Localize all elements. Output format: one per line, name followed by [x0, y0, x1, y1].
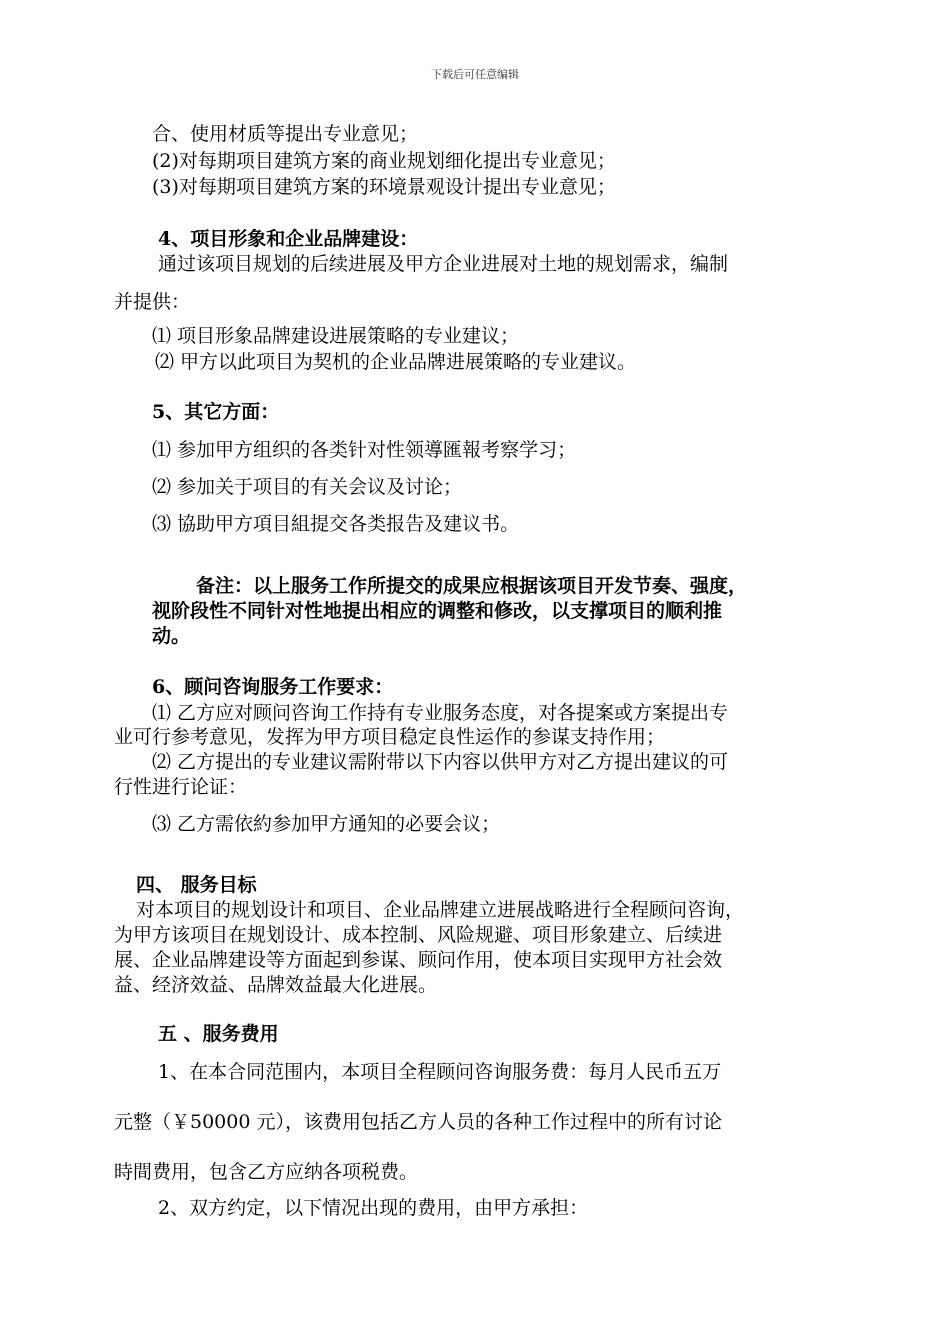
section4-item-1: ⑴ 项目形象品牌建设进展策略的专业建议； — [152, 325, 520, 347]
section4-heading: 4、项目形象和企业品牌建设： — [158, 228, 419, 250]
section5-item-3 — [152, 512, 519, 536]
section6-item-3c: 参加甲方通知的 — [272, 813, 406, 835]
prev-item-2: (2)对每期项目建筑方案的商业规划细化提出专业意见； — [152, 150, 616, 172]
section6-item-3 — [152, 812, 500, 836]
section6-item-3d: 必要 — [405, 813, 444, 835]
section6-item-1-line-1: ⑴ 乙方应对顾问咨询工作持有专业服务态度，对各提案或方案提出专 — [152, 702, 729, 724]
remark-line-2: 视阶段性不同针对性地提出相应的调整和修改，以支撑项目的顺利推 — [152, 600, 723, 622]
section5-item-3a: ⑶ — [152, 513, 178, 535]
section5-item-1b: 领導匯報考察 — [405, 439, 520, 461]
goal-line-3: 展、企业品牌建设等方面起到参谋、顾问作用，使本项目实现甲方社会效 — [114, 949, 723, 971]
prev-line-1: 合、使用材质等提出专业意见； — [152, 123, 419, 145]
section6-item-3b: 依約 — [234, 813, 273, 835]
section5-item-1c: 学习； — [519, 439, 577, 461]
goal-line-2: 为甲方该项目在规划设计、成本控制、风险规避、项目形象建立、后续进 — [114, 924, 723, 946]
section5-heading: 5、其它方面： — [152, 401, 280, 423]
section5-item-3c: 提交各类报告及建议书。 — [310, 513, 520, 535]
section5-item-2: ⑵ 参加关于项目的有关会议及讨论； — [152, 476, 463, 498]
goal-line-1: 对本项目的规划设计和项目、企业品牌建立进展战略进行全程顾问咨询， — [136, 899, 745, 921]
section5-item-1 — [152, 438, 576, 462]
section6-item-3a: ⑶ 乙方需 — [152, 813, 235, 835]
section6-item-2-line-2: 行性进行论证： — [114, 776, 248, 798]
section4-intro-1: 通过该项目规划的后续进展及甲方企业进展对土地的规划需求，编制 — [158, 253, 729, 275]
fee-p1-e: 万 — [702, 1061, 722, 1083]
fee-para-2: 2、双方约定，以下情况出现的费用，由甲方承担： — [158, 1197, 589, 1219]
section5-item-3b: 協助甲方項目組 — [177, 513, 311, 535]
fee-p1-a: 1、在本合同范围内，本项目全程顾问咨询服务费： — [158, 1061, 589, 1083]
section6-item-1-line-2: 业可行参考意见，发挥为甲方项目稳定良性运作的参谋支持作用； — [114, 726, 666, 748]
fee-para-1-line-1 — [158, 1060, 721, 1084]
goal-heading: 四、 服务目标 — [136, 874, 257, 896]
fee-p1-l2a: 元整（￥50000 元），该费用包括乙方人员的各种工作过程中 — [114, 1111, 627, 1133]
fee-para-1-line-3 — [114, 1160, 418, 1184]
section6-item-2-line-1: ⑵ 乙方提出的专业建议需附带以下内容以供甲方对乙方提出建议的可 — [152, 751, 729, 773]
fee-p1-d: 五 — [683, 1061, 703, 1083]
section5-item-1a: ⑴ 参加甲方组织的各类针对性 — [152, 439, 406, 461]
fee-heading: 五 、服务费用 — [158, 1023, 279, 1045]
fee-p1-c: 人民币 — [626, 1061, 684, 1083]
fee-p1-l3b: 费用，包含乙方应纳各项税费。 — [152, 1161, 419, 1183]
section4-item-2: ⑵ 甲方以此项目为契机的企业品牌进展策略的专业建议。 — [155, 351, 637, 373]
page-header: 下载后可任意编辑 — [431, 68, 519, 81]
section6-item-3e: 会议； — [443, 813, 501, 835]
fee-p1-l3a: 時間 — [114, 1161, 153, 1183]
goal-line-4: 益、经济效益、品牌效益最大化进展。 — [114, 974, 438, 996]
fee-p1-l2b: 的所有讨论 — [626, 1111, 722, 1133]
section4-intro-2a: 并提 — [114, 291, 153, 313]
section6-heading: 6、顾问咨询服务工作要求： — [152, 676, 394, 698]
fee-para-1-line-2 — [114, 1110, 722, 1134]
remark-line-1: 备注：以上服务工作所提交的成果应根据该项目开发节奏、强度， — [196, 575, 748, 597]
section4-intro-2c: ： — [171, 291, 191, 313]
fee-p1-b: 每月 — [588, 1061, 627, 1083]
section4-intro-2 — [114, 290, 190, 314]
section4-intro-2b: 供 — [152, 291, 172, 313]
prev-item-3: (3)对每期项目建筑方案的环境景观设计提出专业意见； — [152, 176, 616, 198]
remark-line-3: 动。 — [152, 625, 191, 647]
